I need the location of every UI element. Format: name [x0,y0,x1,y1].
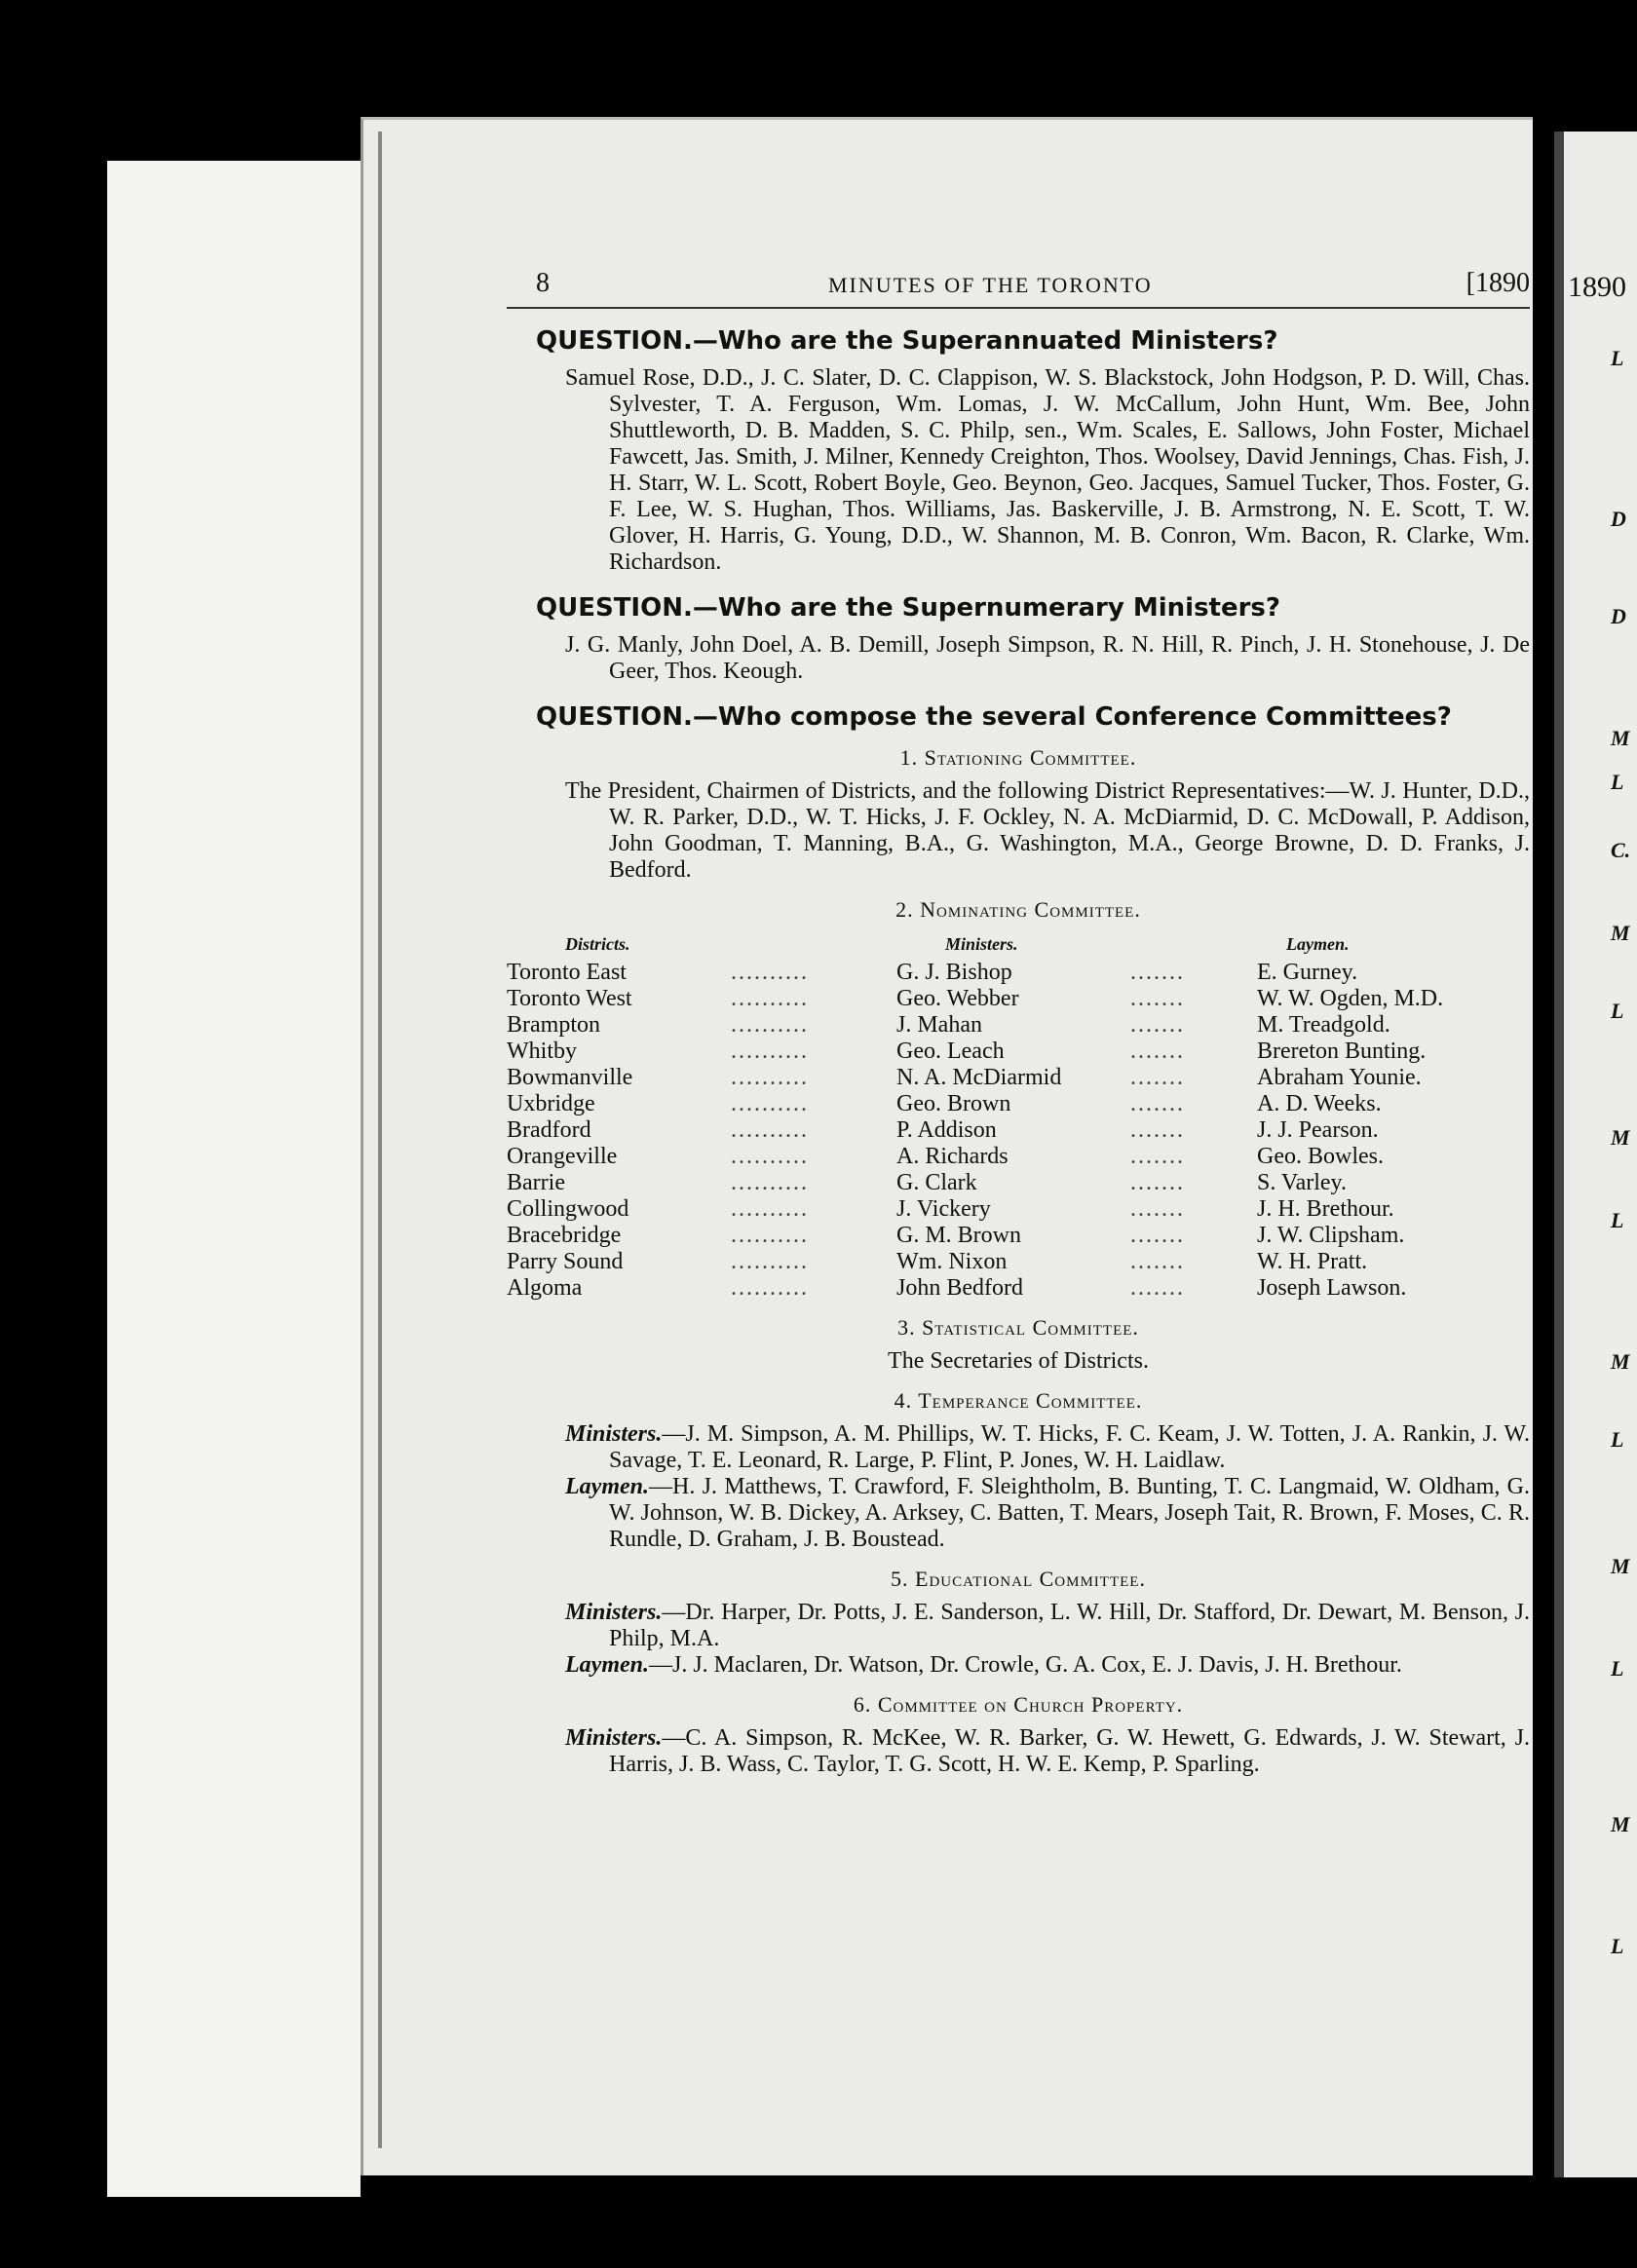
nominating-column-headers [507,930,1530,960]
minister-cell: P. Addison [896,1117,997,1143]
adjacent-page-fragment: M [1611,1125,1630,1150]
adjacent-page-fragment: D [1611,604,1626,628]
minister-cell: G. M. Brown [896,1223,1022,1248]
layman-cell: Brereton Bunting. [1257,1039,1427,1064]
dot-leader: ....... [1130,960,1185,985]
dot-leader: .......... [731,1091,809,1116]
district-cell: Toronto West [507,986,632,1011]
temperance-ministers-list: —J. M. Simpson, A. M. Phillips, W. T. Hicks, F. C. Keam, J. W. Totten, J. A. Rankin, J. W. Savage, T. E. Leonard, R. Large, P. Flint, P. Jones, W. H. Laidlaw. [609,1421,1530,1473]
superannuated-list: Samuel Rose, D.D., J. C. Slater, D. C. Clappison, W. S. Blackstock, John Hodgson, P. D. Will, Chas. Sylvester, T. A. Ferguson, Wm. Lomas, J. W. McCallum, John Hunt, Wm. Bee, John Shuttleworth, D. B. Madden, S. C. Philp, sen., Wm. Scales, E. Sallows, John Foster, Michael Fawcett, Jas. Smith, J. Milner, Kennedy Creighton, Thos. Woolsey, David Jennings, Chas. Fish, J. H. Starr, W. L. Scott, Robert Boyle, Geo. Beynon, Geo. Jacques, Samuel Tucker, Thos. Foster, G. F. Lee, W. S. Hughan, Thos. Williams, Jas. Baskerville, J. B. Armstrong, N. E. Scott, T. W. Glover, H. Harris, G. Young, D.D., W. Shannon, M. B. Conron, Wm. Bacon, R. Clarke, Wm. Richardson. [565,365,1530,575]
layman-cell: Joseph Lawson. [1257,1275,1407,1301]
stationing-heading: 1. Stationing Committee. [899,745,1137,770]
minister-cell: J. Mahan [896,1012,982,1038]
page-number: 8 [536,268,550,298]
col-ministers: Ministers. [945,934,1018,954]
district-cell: Whitby [507,1039,577,1064]
dot-leader: .......... [731,1249,809,1274]
minister-cell: John Bedford [896,1275,1023,1301]
educational-laymen-list: —J. J. Maclaren, Dr. Watson, Dr. Crowle, G. A. Cox, E. J. Davis, J. H. Brethour. [648,1652,1402,1678]
page-gutter [1554,132,1564,2177]
running-head [507,263,1530,309]
minister-cell: Geo. Brown [896,1091,1011,1116]
adjacent-page-fragment: L [1611,1427,1624,1452]
adjacent-page-fragment: L [1611,1934,1624,1958]
adjacent-page-fragment: L [1611,1656,1624,1681]
question-committees: QUESTION.—Who compose the several Conference Committees? [536,702,1452,732]
table-row [507,1117,1530,1144]
district-cell: Algoma [507,1275,583,1301]
adjacent-page-fragment: L [1611,999,1624,1023]
table-row [507,960,1530,986]
district-cell: Brampton [507,1012,600,1038]
dot-leader: ....... [1130,1117,1185,1143]
temperance-laymen-list: —H. J. Matthews, T. Crawford, F. Sleightholm, B. Bunting, T. C. Langmaid, W. Oldham, G. W. Johnson, W. B. Dickey, A. Arksey, C. Batten, T. Mears, Joseph Tait, R. Brown, F. Moses, C. R. Rundle, D. Graham, J. B. Boustead. [609,1474,1530,1552]
temperance-heading: 4. Temperance Committee. [894,1388,1143,1413]
dot-leader: .......... [731,986,809,1011]
table-row [507,986,1530,1012]
layman-cell: E. Gurney. [1257,960,1358,985]
church-property-ministers-list: —C. A. Simpson, R. McKee, W. R. Barker, G. W. Hewett, G. Edwards, J. W. Stewart, J. Harris, J. B. Wass, C. Taylor, T. G. Scott, H. W. E. Kemp, P. Sparling. [609,1725,1530,1777]
dot-leader: .......... [731,1196,809,1222]
district-cell: Uxbridge [507,1091,595,1116]
district-cell: Bracebridge [507,1223,622,1248]
dot-leader: ....... [1130,1039,1185,1064]
adjacent-page-fragment: M [1611,1554,1630,1578]
district-cell: Parry Sound [507,1249,624,1274]
layman-cell: A. D. Weeks. [1257,1091,1382,1116]
dot-leader: .......... [731,1117,809,1143]
district-cell: Toronto East [507,960,627,985]
adjacent-page-fragment: C. [1611,838,1631,862]
layman-cell: S. Varley. [1257,1170,1347,1195]
dot-leader: ....... [1130,1249,1185,1274]
adjacent-page-year: 1890 [1568,271,1626,303]
adjacent-page-fragment: L [1611,346,1624,370]
table-row [507,1249,1530,1275]
layman-cell: J. H. Brethour. [1257,1196,1394,1222]
temperance-ministers [536,1421,1530,1474]
page-content [507,263,1530,1778]
dot-leader: .......... [731,1065,809,1090]
layman-cell: W. W. Ogden, M.D. [1257,986,1444,1011]
minister-cell: G. J. Bishop [896,960,1012,985]
minister-cell: Wm. Nixon [896,1249,1008,1274]
question-superannuated: QUESTION.—Who are the Superannuated Ministers? [536,326,1278,356]
table-row [507,1223,1530,1249]
table-row [507,1091,1530,1117]
table-row [507,1196,1530,1223]
minister-cell: J. Vickery [896,1196,991,1222]
table-row [507,1065,1530,1091]
adjacent-page-fragment: M [1611,1812,1630,1836]
statistical-text: The Secretaries of Districts. [888,1348,1149,1374]
table-row [507,1170,1530,1196]
supernumerary-list: J. G. Manly, John Doel, A. B. Demill, Joseph Simpson, R. N. Hill, R. Pinch, J. H. Stonehouse, J. De Geer, Thos. Keough. [565,632,1530,684]
dot-leader: ....... [1130,986,1185,1011]
adjacent-page-fragment: M [1611,726,1630,750]
dot-leader: ....... [1130,1012,1185,1038]
running-year: [1890 [1466,268,1530,298]
table-row [507,1039,1530,1065]
district-cell: Bowmanville [507,1065,633,1090]
table-row [507,1144,1530,1170]
educational-laymen [536,1652,1530,1679]
educational-heading: 5. Educational Committee. [891,1567,1146,1591]
nominating-table [507,960,1530,1302]
church-property-ministers [536,1725,1530,1778]
dot-leader: ....... [1130,1196,1185,1222]
educational-ministers-list: —Dr. Harper, Dr. Potts, J. E. Sanderson, L. W. Hill, Dr. Stafford, Dr. Dewart, M. Benson, J. Philp, M.A. [609,1600,1530,1651]
church-property-heading: 6. Committee on Church Property. [853,1692,1184,1717]
stationing-text: The President, Chairmen of Districts, and the following District Representatives:—W. J. Hunter, D.D., W. R. Parker, D.D., W. T. Hicks, J. F. Ockley, N. A. McDiarmid, D. C. McDowall, P. Addison, John Goodman, T. Manning, B.A., G. Washington, M.A., George Browne, D. D. Franks, J. Bedford. [565,778,1530,883]
district-cell: Collingwood [507,1196,629,1222]
minister-cell: Geo. Leach [896,1039,1005,1064]
adjacent-page-fragment: L [1611,770,1624,794]
left-scan-margin [107,161,361,2197]
question-supernumerary: QUESTION.—Who are the Supernumerary Ministers? [536,593,1280,623]
minister-cell: G. Clark [896,1170,977,1195]
dot-leader: ....... [1130,1223,1185,1248]
adjacent-page-fragment: L [1611,1208,1624,1232]
district-cell: Bradford [507,1117,591,1143]
minister-cell: A. Richards [896,1144,1009,1169]
dot-leader: .......... [731,1223,809,1248]
layman-cell: J. W. Clipsham. [1257,1223,1405,1248]
nominating-heading: 2. Nominating Committee. [895,897,1141,922]
table-row [507,1275,1530,1302]
dot-leader: ....... [1130,1091,1185,1116]
adjacent-page-fragment: M [1611,921,1630,945]
page-inner-edge [378,132,382,2148]
adjacent-page-fragment: D [1611,507,1626,531]
col-districts: Districts. [565,934,630,954]
dot-leader: ....... [1130,1170,1185,1195]
dot-leader: .......... [731,1144,809,1169]
statistical-heading: 3. Statistical Committee. [897,1315,1139,1340]
temperance-laymen [536,1474,1530,1553]
col-laymen: Laymen. [1286,934,1350,954]
laymen-label: Laymen. [565,1474,649,1499]
layman-cell: Abraham Younie. [1257,1065,1422,1090]
educational-ministers [536,1600,1530,1652]
layman-cell: Geo. Bowles. [1257,1144,1384,1169]
dot-leader: ....... [1130,1065,1185,1090]
ministers-label: Ministers. [565,1421,663,1447]
layman-cell: W. H. Pratt. [1257,1249,1368,1274]
dot-leader: .......... [731,1012,809,1038]
running-title: MINUTES OF THE TORONTO [828,273,1153,297]
dot-leader: .......... [731,1039,809,1064]
adjacent-page-fragment: M [1611,1349,1630,1374]
minister-cell: N. A. McDiarmid [896,1065,1062,1090]
laymen-label: Laymen. [565,1652,649,1678]
dot-leader: .......... [731,1275,809,1301]
layman-cell: M. Treadgold. [1257,1012,1390,1038]
dot-leader: ....... [1130,1144,1185,1169]
district-cell: Orangeville [507,1144,618,1169]
table-row [507,1012,1530,1039]
district-cell: Barrie [507,1170,565,1195]
minister-cell: Geo. Webber [896,986,1019,1011]
dot-leader: ....... [1130,1275,1185,1301]
dot-leader: .......... [731,960,809,985]
layman-cell: J. J. Pearson. [1257,1117,1379,1143]
adjacent-page-strip [1554,132,1637,2177]
ministers-label: Ministers. [565,1600,663,1625]
ministers-label: Ministers. [565,1725,663,1751]
dot-leader: .......... [731,1170,809,1195]
